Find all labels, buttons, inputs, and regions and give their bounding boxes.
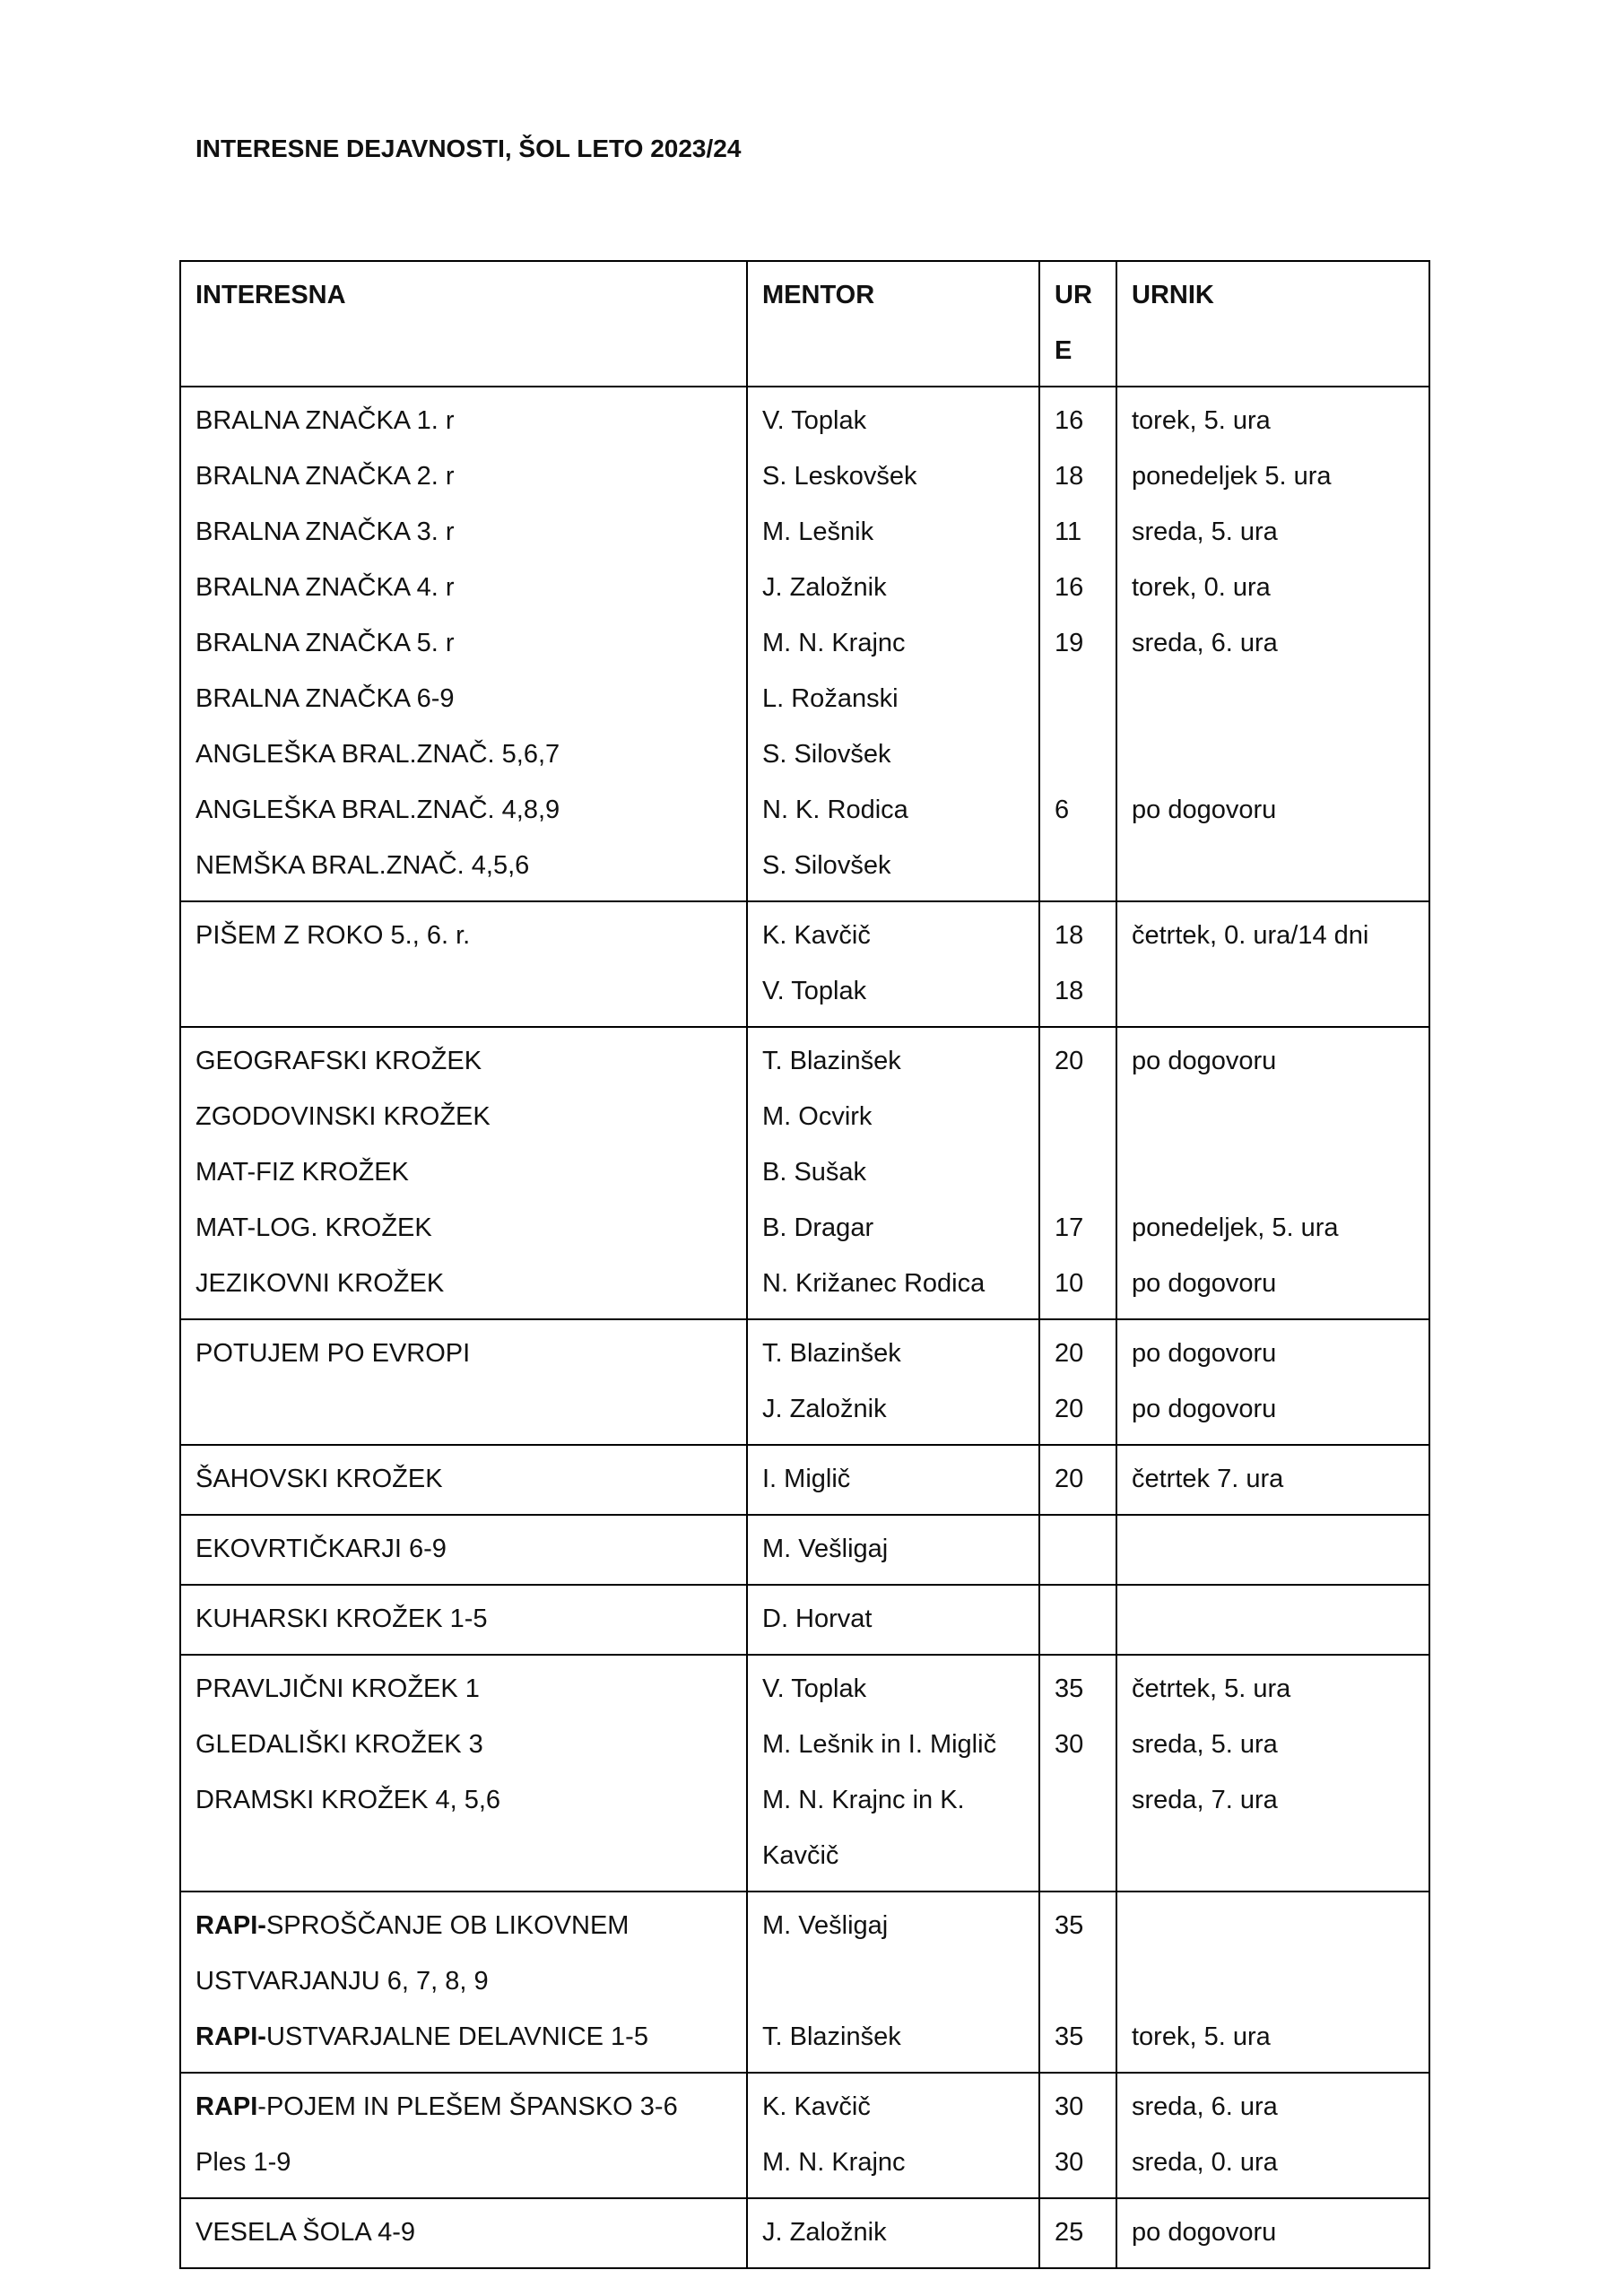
schedule-line: sreda, 5. ura <box>1132 517 1278 546</box>
cell-activity <box>180 1585 747 1655</box>
mentor-line: V. Toplak <box>762 977 867 1005</box>
mentor-line: M. Vešligaj <box>762 1535 889 1563</box>
mentor-line: K. Kavčič <box>762 921 871 950</box>
mentor-line: L. Rožanski <box>762 684 899 713</box>
table-header-row <box>180 261 1429 387</box>
mentor-line: M. N. Krajnc in K. <box>762 1786 965 1814</box>
hours-line: 35 <box>1055 1674 1084 1703</box>
hours-line: 35 <box>1055 2022 1084 2051</box>
activity-line: BRALNA ZNAČKA 6-9 <box>195 684 455 713</box>
table-row <box>180 1892 1429 2073</box>
table-row <box>180 1655 1429 1892</box>
hours-line: 19 <box>1055 629 1084 657</box>
mentor-line: N. Križanec Rodica <box>762 1269 986 1298</box>
activity-text: Ples 1-9 <box>195 2148 291 2177</box>
mentor-line: S. Leskovšek <box>762 462 917 491</box>
cell-mentor <box>747 387 1039 901</box>
cell-mentor <box>747 1585 1039 1655</box>
activity-line: MAT-FIZ KROŽEK <box>195 1158 409 1187</box>
cell-mentor <box>747 2073 1039 2198</box>
table-row <box>180 1515 1429 1585</box>
cell-hours <box>1039 901 1116 1027</box>
activity-text: USTVARJALNE DELAVNICE 1-5 <box>265 2022 648 2051</box>
cell-mentor <box>747 1027 1039 1319</box>
schedule-line <box>1132 671 1416 726</box>
header-hours-label-2: E <box>1055 336 1073 365</box>
schedule-line <box>1132 838 1416 893</box>
schedule-line: po dogovoru <box>1132 1269 1277 1298</box>
mentor-line: B. Sušak <box>762 1158 867 1187</box>
cell-schedule <box>1116 1585 1429 1655</box>
hours-line: 6 <box>1055 796 1070 824</box>
hours-line: 11 <box>1055 517 1082 546</box>
schedule-line: četrtek, 5. ura <box>1132 1674 1291 1703</box>
mentor-line: J. Založnik <box>762 1395 887 1423</box>
cell-schedule <box>1116 2198 1429 2268</box>
mentor-line: S. Silovšek <box>762 851 891 880</box>
cell-schedule <box>1116 1655 1429 1892</box>
schedule-line: četrtek, 0. ura/14 dni <box>1132 921 1369 950</box>
cell-mentor <box>747 1445 1039 1515</box>
table-row <box>180 387 1429 901</box>
cell-activity <box>180 1892 747 2073</box>
cell-mentor <box>747 1319 1039 1445</box>
activity-line: ANGLEŠKA BRAL.ZNAČ. 4,8,9 <box>195 796 560 824</box>
activity-text: USTVARJANJU 6, 7, 8, 9 <box>195 1967 489 1996</box>
cell-mentor <box>747 1515 1039 1585</box>
activity-line <box>195 2079 734 2135</box>
activity-line: GLEDALIŠKI KROŽEK 3 <box>195 1730 483 1759</box>
hours-line: 30 <box>1055 2092 1084 2121</box>
cell-activity <box>180 387 747 901</box>
activity-line: ŠAHOVSKI KROŽEK <box>195 1465 443 1493</box>
activity-prefix: RAPI <box>195 2092 258 2121</box>
activity-line: EKOVRTIČKARJI 6-9 <box>195 1535 447 1563</box>
table-row <box>180 2198 1429 2268</box>
cell-hours <box>1039 2073 1116 2198</box>
cell-activity <box>180 1515 747 1585</box>
schedule-line <box>1132 1828 1416 1883</box>
hours-line: 20 <box>1055 1339 1084 1368</box>
activity-line: BRALNA ZNAČKA 1. r <box>195 406 455 435</box>
table-row <box>180 1585 1429 1655</box>
hours-line: 18 <box>1055 977 1084 1005</box>
cell-activity <box>180 2073 747 2198</box>
cell-activity <box>180 1655 747 1892</box>
cell-schedule <box>1116 1319 1429 1445</box>
mentor-line: B. Dragar <box>762 1213 874 1242</box>
activity-line: KUHARSKI KROŽEK 1-5 <box>195 1605 488 1633</box>
activity-line: BRALNA ZNAČKA 5. r <box>195 629 455 657</box>
mentor-line: V. Toplak <box>762 406 867 435</box>
schedule-line: četrtek 7. ura <box>1132 1465 1284 1493</box>
hours-line <box>1055 1772 1103 1828</box>
hours-line: 16 <box>1055 406 1084 435</box>
hours-line: 20 <box>1055 1047 1084 1075</box>
activity-prefix: RAPI- <box>195 2022 266 2051</box>
activity-line: BRALNA ZNAČKA 2. r <box>195 462 455 491</box>
header-hours <box>1039 261 1116 387</box>
mentor-line: J. Založnik <box>762 573 887 602</box>
cell-schedule <box>1116 1515 1429 1585</box>
cell-schedule <box>1116 2073 1429 2198</box>
mentor-line: M. N. Krajnc <box>762 2148 906 2177</box>
schedule-line <box>1132 726 1416 782</box>
cell-mentor <box>747 2198 1039 2268</box>
hours-line: 17 <box>1055 1213 1084 1242</box>
header-schedule-label: URNIK <box>1132 281 1214 309</box>
cell-hours <box>1039 1319 1116 1445</box>
cell-schedule <box>1116 387 1429 901</box>
activity-line: BRALNA ZNAČKA 4. r <box>195 573 455 602</box>
activity-line <box>195 2135 734 2190</box>
schedule-line <box>1132 1144 1416 1200</box>
cell-activity <box>180 1319 747 1445</box>
cell-hours <box>1039 1892 1116 2073</box>
hours-line <box>1055 838 1103 893</box>
mentor-line: M. Lešnik in I. Miglič <box>762 1730 997 1759</box>
table-row <box>180 901 1429 1027</box>
activity-line: VESELA ŠOLA 4-9 <box>195 2218 416 2247</box>
cell-hours <box>1039 1027 1116 1319</box>
activity-line: NEMŠKA BRAL.ZNAČ. 4,5,6 <box>195 851 530 880</box>
table-row <box>180 1027 1429 1319</box>
schedule-line: torek, 5. ura <box>1132 406 1271 435</box>
schedule-line: po dogovoru <box>1132 1047 1277 1075</box>
hours-line <box>1055 1521 1103 1577</box>
hours-line <box>1055 726 1103 782</box>
cell-activity <box>180 2198 747 2268</box>
cell-schedule <box>1116 901 1429 1027</box>
activity-prefix: RAPI- <box>195 1911 266 1940</box>
hours-line: 16 <box>1055 573 1084 602</box>
hours-line <box>1055 1591 1103 1647</box>
mentor-line: T. Blazinšek <box>762 1339 901 1368</box>
activity-line <box>195 1381 734 1437</box>
hours-line <box>1055 1089 1103 1144</box>
mentor-line: D. Horvat <box>762 1605 873 1633</box>
cell-hours <box>1039 1515 1116 1585</box>
schedule-line: sreda, 0. ura <box>1132 2148 1278 2177</box>
header-mentor <box>747 261 1039 387</box>
header-hours-label-1: UR <box>1055 281 1092 309</box>
cell-hours <box>1039 1445 1116 1515</box>
cell-hours <box>1039 2198 1116 2268</box>
schedule-line: sreda, 6. ura <box>1132 2092 1278 2121</box>
hours-line: 25 <box>1055 2218 1084 2247</box>
mentor-line: M. Lešnik <box>762 517 874 546</box>
activity-line: JEZIKOVNI KROŽEK <box>195 1269 445 1298</box>
mentor-line: I. Miglič <box>762 1465 851 1493</box>
hours-line: 10 <box>1055 1269 1084 1298</box>
hours-line: 18 <box>1055 462 1084 491</box>
activity-line: GEOGRAFSKI KROŽEK <box>195 1047 482 1075</box>
activity-line: POTUJEM PO EVROPI <box>195 1339 471 1368</box>
schedule-line <box>1132 1521 1416 1577</box>
mentor-line: V. Toplak <box>762 1674 867 1703</box>
schedule-line <box>1132 1591 1416 1647</box>
hours-line <box>1055 671 1103 726</box>
activity-line <box>195 2009 734 2065</box>
hours-line: 35 <box>1055 1911 1084 1940</box>
schedule-line: ponedeljek, 5. ura <box>1132 1213 1339 1242</box>
schedule-line: sreda, 7. ura <box>1132 1786 1278 1814</box>
cell-activity <box>180 1027 747 1319</box>
page-title: INTERESNE DEJAVNOSTI, ŠOL LETO 2023/24 <box>195 135 742 162</box>
cell-schedule <box>1116 1892 1429 2073</box>
cell-mentor <box>747 1655 1039 1892</box>
mentor-line <box>762 1953 1026 2009</box>
table-row <box>180 2073 1429 2198</box>
cell-activity <box>180 901 747 1027</box>
table-row <box>180 1319 1429 1445</box>
mentor-line: N. K. Rodica <box>762 796 908 824</box>
hours-line <box>1055 1828 1103 1883</box>
header-mentor-label: MENTOR <box>762 281 875 309</box>
activity-line <box>195 1828 734 1883</box>
schedule-line <box>1132 963 1416 1019</box>
activity-text: -POJEM IN PLEŠEM ŠPANSKO 3-6 <box>257 2092 678 2121</box>
cell-hours <box>1039 1655 1116 1892</box>
schedule-line: sreda, 5. ura <box>1132 1730 1278 1759</box>
activity-line <box>195 1953 734 2009</box>
activity-text: SPROŠČANJE OB LIKOVNEM <box>265 1911 630 1940</box>
activity-line: ZGODOVINSKI KROŽEK <box>195 1102 491 1131</box>
cell-schedule <box>1116 1027 1429 1319</box>
hours-line: 20 <box>1055 1465 1084 1493</box>
hours-line: 30 <box>1055 2148 1084 2177</box>
activity-line: PRAVLJIČNI KROŽEK 1 <box>195 1674 480 1703</box>
cell-activity <box>180 1445 747 1515</box>
mentor-line: T. Blazinšek <box>762 2022 901 2051</box>
header-schedule <box>1116 261 1429 387</box>
activity-line <box>195 963 734 1019</box>
activity-line: PIŠEM Z ROKO 5., 6. r. <box>195 921 471 950</box>
cell-mentor <box>747 1892 1039 2073</box>
header-activity <box>180 261 747 387</box>
table-row <box>180 1445 1429 1515</box>
mentor-line: J. Založnik <box>762 2218 887 2247</box>
schedule-line: torek, 0. ura <box>1132 573 1271 602</box>
mentor-line: Kavčič <box>762 1841 839 1870</box>
mentor-line: K. Kavčič <box>762 2092 871 2121</box>
schedule-line: torek, 5. ura <box>1132 2022 1271 2051</box>
mentor-line: M. Vešligaj <box>762 1911 889 1940</box>
activity-line: ANGLEŠKA BRAL.ZNAČ. 5,6,7 <box>195 740 560 769</box>
cell-schedule <box>1116 1445 1429 1515</box>
cell-hours <box>1039 387 1116 901</box>
cell-hours <box>1039 1585 1116 1655</box>
schedule-line: sreda, 6. ura <box>1132 629 1278 657</box>
hours-line <box>1055 1953 1103 2009</box>
hours-line: 18 <box>1055 921 1084 950</box>
mentor-line: T. Blazinšek <box>762 1047 901 1075</box>
mentor-line: S. Silovšek <box>762 740 891 769</box>
activity-line <box>195 1898 734 1953</box>
header-activity-label: INTERESNA <box>195 281 346 309</box>
hours-line <box>1055 1144 1103 1200</box>
schedule-line: po dogovoru <box>1132 1339 1277 1368</box>
schedule-line: ponedeljek 5. ura <box>1132 462 1332 491</box>
schedule-line: po dogovoru <box>1132 2218 1277 2247</box>
activity-line: DRAMSKI KROŽEK 4, 5,6 <box>195 1786 501 1814</box>
activity-line: MAT-LOG. KROŽEK <box>195 1213 432 1242</box>
schedule-line: po dogovoru <box>1132 1395 1277 1423</box>
hours-line: 20 <box>1055 1395 1084 1423</box>
activity-line: BRALNA ZNAČKA 3. r <box>195 517 455 546</box>
schedule-line <box>1132 1898 1416 1953</box>
mentor-line: M. N. Krajnc <box>762 629 906 657</box>
schedule-line <box>1132 1089 1416 1144</box>
cell-mentor <box>747 901 1039 1027</box>
activities-table <box>179 260 1430 2269</box>
hours-line: 30 <box>1055 1730 1084 1759</box>
mentor-line: M. Ocvirk <box>762 1102 873 1131</box>
schedule-line: po dogovoru <box>1132 796 1277 824</box>
schedule-line <box>1132 1953 1416 2009</box>
